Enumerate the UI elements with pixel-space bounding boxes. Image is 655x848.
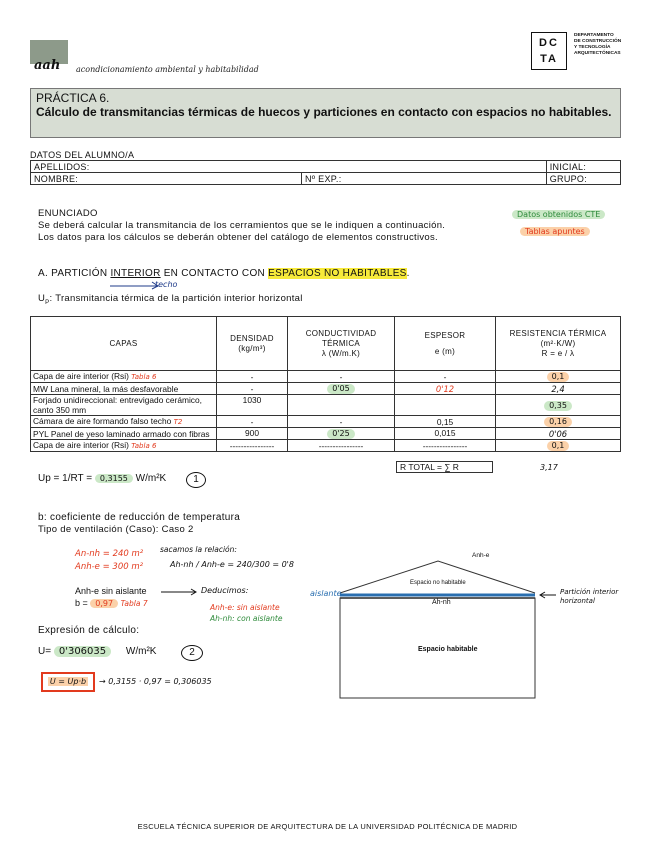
row-espesor: 0,15 (395, 416, 496, 428)
row-capa: Cámara de aire formando falso techo (33, 416, 172, 426)
aislante-line: Anh-e sin aislante (75, 586, 147, 596)
final-formula-box (41, 672, 95, 692)
row-lambda (288, 395, 395, 416)
ratio-expression: Ah-nh / Anh-e = 240/300 = 0'8 (170, 560, 294, 569)
col-resistencia-label: RESISTENCIA TÉRMICA (509, 328, 607, 338)
u-value: 0'306035 (54, 646, 111, 657)
enunciado-line-2: Los datos para los cálculos se deberán obtener del catálogo de elementos constructivos. (38, 232, 438, 243)
col-capas (31, 317, 217, 371)
row-espesor: 0,015 (395, 428, 496, 440)
inicial-field[interactable]: INICIAL: (546, 161, 620, 173)
section-a-prefix: A. PARTICIÓN (38, 268, 111, 279)
dept-name-line: Y TECNOLOGÍA (574, 45, 611, 50)
row-resistencia: 0,16 (544, 417, 572, 427)
nh-space-label: Espacio no habitable (410, 580, 466, 586)
row-note: Tabla 6 (131, 373, 157, 381)
row-note: T2 (173, 418, 183, 426)
anhe-label: Anh-e (472, 552, 490, 559)
nexp-field[interactable]: Nº EXP.: (302, 173, 547, 185)
deduction-1: Anh-e: sin aislante (210, 603, 280, 612)
practice-name: Cálculo de transmitancias térmicas de huecos y particiones en contacto con espacios no habitables. (36, 105, 612, 119)
row-espesor: 0'12 (435, 383, 455, 394)
row-densidad: 1030 (217, 395, 288, 416)
up-description (38, 293, 303, 306)
up-desc: : Transmitancia térmica de la partición interior horizontal (49, 293, 303, 304)
area-nh-e: Anh-e = 300 m² (75, 562, 144, 572)
deducimos-label: Deducimos: (201, 586, 249, 595)
row-resistencia: 0'06 (548, 428, 568, 439)
row-capa: PYL Panel de yeso laminado armado con fibras (31, 428, 217, 440)
row-densidad: ---------------- (217, 440, 288, 452)
u-unit: W/m²K (125, 646, 157, 657)
hab-space-label: Espacio habitable (418, 646, 478, 653)
dept-name-line: DEPARTAMENTO (574, 33, 614, 38)
aislante-label: aislante (310, 589, 342, 598)
row-densidad: - (217, 416, 288, 428)
section-a-middle: EN CONTACTO CON (160, 268, 269, 279)
section-a-end: . (406, 268, 410, 279)
table-row (31, 428, 621, 440)
table-row (31, 440, 621, 452)
dcta-logo-top: DC (539, 37, 559, 49)
table-row (31, 395, 621, 416)
b-value: 0,97 (90, 599, 118, 608)
row-lambda: ---------------- (288, 440, 395, 452)
row-densidad: - (217, 371, 288, 383)
section-a-highlight: ESPACIOS NO HABITABLES (268, 268, 407, 279)
row-espesor: - (395, 371, 496, 383)
row-densidad: - (217, 383, 288, 395)
col-conductividad-label: CONDUCTIVIDAD TÉRMICA (305, 328, 377, 348)
row-lambda: 0'25 (327, 429, 354, 439)
col-espesor-label: ESPESOR (424, 330, 466, 340)
deduction-2: Ah-nh: con aislante (210, 614, 283, 623)
up-symbol: U (38, 293, 46, 304)
row-lambda: - (288, 371, 395, 383)
row-capa: Capa de aire interior (Rsi) (33, 371, 129, 381)
arrow-left-icon (538, 590, 558, 600)
arrow-right-icon (160, 587, 200, 597)
col-espesor (395, 317, 496, 371)
dept-name-line: DE CONSTRUCCIÓN (574, 39, 622, 44)
student-data (30, 150, 621, 185)
aah-logo-subtitle: acondicionamiento ambiental y habitabilidad (76, 65, 259, 74)
student-data-table (30, 160, 621, 185)
col-resistencia (496, 317, 621, 371)
col-resistencia-formula: R = e / λ (541, 348, 575, 358)
row-lambda: 0'05 (327, 384, 354, 394)
col-conductividad-unit: λ (W/m.K) (321, 348, 361, 358)
up-formula: Up = 1/RT = (38, 473, 93, 484)
row-resistencia: 0,35 (544, 401, 572, 411)
practice-number: PRÁCTICA 6. (36, 91, 110, 105)
rtotal-value: 3,17 (540, 463, 558, 472)
b-note: Tabla 7 (120, 599, 148, 608)
row-note: Tabla 6 (131, 442, 157, 450)
row-capa: MW Lana mineral, la más desfavorable (31, 383, 217, 395)
row-espesor: ---------------- (395, 440, 496, 452)
area-nh-nh: An-nh = 240 m² (75, 549, 144, 559)
footer: ESCUELA TÉCNICA SUPERIOR DE ARQUITECTURA DE LA UNIVERSIDAD POLITÉCNICA DE MADRID (137, 822, 518, 831)
table-row (31, 371, 621, 383)
tag-tablas-apuntes: Tablas apuntes (520, 227, 590, 236)
expression-label: Expresión de cálculo: (38, 625, 140, 636)
ventilation-type: Tipo de ventilación (Caso): Caso 2 (38, 524, 194, 535)
particion-label: Partición interior horizontal (560, 588, 619, 605)
u-result (38, 646, 156, 657)
b-label: b = (75, 598, 88, 608)
row-espesor (395, 395, 496, 416)
ahnh-label: Ah-nh (432, 599, 451, 606)
grupo-field[interactable]: GRUPO: (546, 173, 620, 185)
up-value: 0,3155 (95, 474, 133, 483)
practice-title-box (30, 88, 621, 138)
tag-datos-cte: Datos obtenidos CTE (512, 210, 605, 219)
table-row (31, 383, 621, 395)
col-capas-label: CAPAS (109, 338, 138, 348)
u-label: U= (38, 646, 52, 657)
dept-name (574, 33, 634, 57)
apellidos-field[interactable]: APELLIDOS: (31, 161, 547, 173)
row-capa: Capa de aire interior (Rsi) (33, 440, 129, 450)
row-resistencia: 0,1 (547, 372, 570, 382)
dept-name-line: ARQUITECTÓNICAS (574, 51, 621, 56)
relacion-note: sacamos la relación: (160, 545, 237, 554)
final-formula: U = Up·b (49, 677, 87, 686)
student-data-caption: DATOS DEL ALUMNO/A (30, 150, 135, 160)
roof-line (340, 561, 535, 593)
table-row (31, 416, 621, 428)
b-coefficient (75, 598, 148, 608)
row-resistencia: 0,1 (547, 441, 570, 451)
up-result (38, 473, 166, 484)
final-calculation: → 0,3155 · 0,97 = 0,306035 (99, 677, 212, 686)
section-a-title (38, 268, 410, 279)
aah-logo-mark: aah (34, 58, 61, 73)
layers-table (30, 316, 621, 452)
circle-one: 1 (186, 472, 206, 488)
dcta-logo-bottom: TA (540, 53, 558, 65)
col-densidad-label: DENSIDAD (230, 333, 274, 343)
row-capa: Forjado unidireccional: entrevigado cerámico, canto 350 mm (31, 395, 217, 416)
circle-two: 2 (181, 645, 203, 661)
nombre-field[interactable]: NOMBRE: (31, 173, 302, 185)
section-b-title: b: coeficiente de reducción de temperatura (38, 512, 241, 523)
building-diagram (330, 555, 540, 705)
col-resistencia-unit: (m²·K/W) (540, 338, 576, 348)
col-conductividad (288, 317, 395, 371)
techo-note: techo (155, 280, 178, 289)
row-densidad: 900 (217, 428, 288, 440)
col-densidad-unit: (kg/m³) (238, 343, 266, 353)
enunciado-line-1: Se deberá calcular la transmitancia de los cerramientos que se le indiquen a continuación. (38, 220, 446, 231)
rtotal-label: R TOTAL = ∑ R (396, 461, 493, 473)
section-a-interior: INTERIOR (110, 268, 161, 279)
enunciado-heading: ENUNCIADO (38, 208, 98, 219)
col-espesor-unit: e (m) (434, 346, 456, 356)
up-unit: W/m²K (135, 473, 167, 484)
col-densidad (217, 317, 288, 371)
dcta-logo (531, 32, 567, 70)
row-lambda: - (288, 416, 395, 428)
up-sub: P (45, 299, 50, 306)
row-resistencia: 2,4 (551, 383, 565, 394)
